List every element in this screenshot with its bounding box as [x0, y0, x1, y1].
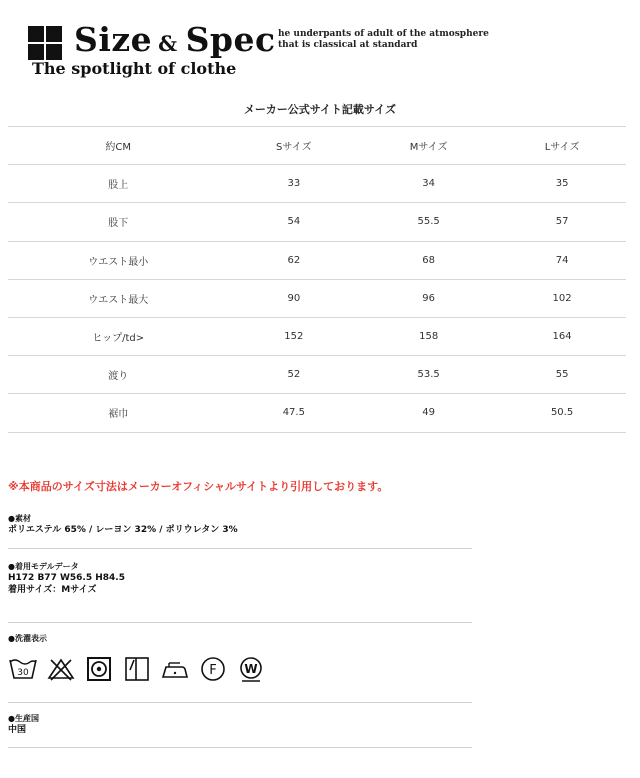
washing-heading: ●洗濯表示	[8, 634, 47, 643]
table-cell: 54	[228, 203, 359, 241]
table-cell: 35	[498, 165, 626, 203]
row-label: 裾巾	[8, 394, 228, 432]
iron-low-icon	[160, 656, 190, 682]
dry-clean-f-icon	[198, 656, 228, 682]
table-cell: 33	[228, 165, 359, 203]
table-row	[8, 394, 626, 432]
origin-heading: ●生産国	[8, 714, 39, 723]
table-cell: 74	[498, 241, 626, 279]
table-cell: 34	[359, 165, 498, 203]
divider	[8, 747, 472, 748]
table-cell: 57	[498, 203, 626, 241]
table-cell: 55.5	[359, 203, 498, 241]
table-row	[8, 356, 626, 394]
table-cell: 152	[228, 317, 359, 355]
table-cell: 158	[359, 317, 498, 355]
table-row	[8, 165, 626, 203]
table-cell: 68	[359, 241, 498, 279]
model-heading: ●着用モデルデータ	[8, 562, 79, 571]
row-label: 股下	[8, 203, 228, 241]
no-bleach-icon	[46, 656, 76, 682]
logo-squares-icon	[28, 26, 62, 60]
row-label: ウエスト最小	[8, 241, 228, 279]
washing-symbols	[8, 655, 266, 683]
row-label: 渡り	[8, 356, 228, 394]
column-header: Sサイズ	[228, 127, 359, 165]
column-header: 約CM	[8, 127, 228, 165]
table-cell: 52	[228, 356, 359, 394]
material-section	[8, 513, 472, 536]
material-heading: ●素材	[8, 514, 31, 523]
table-cell: 49	[359, 394, 498, 432]
column-header: Mサイズ	[359, 127, 498, 165]
table-cell: 50.5	[498, 394, 626, 432]
origin-section	[8, 713, 472, 736]
page-header	[28, 20, 628, 80]
model-section	[8, 561, 472, 596]
table-row	[8, 317, 626, 355]
table-cell: 164	[498, 317, 626, 355]
tagline-line-2: that is classical at standard	[278, 40, 418, 50]
table-caption: メーカー公式サイト記載サイズ	[243, 103, 397, 116]
table-cell: 55	[498, 356, 626, 394]
divider	[8, 548, 472, 549]
model-measurements: H172 B77 W56.5 H84.5	[8, 573, 125, 583]
dry-clean-letter: F	[209, 663, 217, 678]
table-cell: 90	[228, 279, 359, 317]
tagline-line-1: he underpants of adult of the atmosphere	[278, 29, 489, 39]
table-row	[8, 241, 626, 279]
sub-brand: The spotlight of clothe	[32, 59, 237, 78]
table-header-row	[8, 127, 626, 165]
size-notice: ※本商品のサイズ寸法はメーカーオフィシャルサイトより引用しております。	[8, 480, 389, 493]
table-cell: 96	[359, 279, 498, 317]
table-cell: 47.5	[228, 394, 359, 432]
row-label: 股上	[8, 165, 228, 203]
line-dry-icon	[122, 656, 152, 682]
brand-title: Size & Spec	[74, 20, 276, 59]
row-label: ウエスト最大	[8, 279, 228, 317]
washing-section	[8, 633, 472, 644]
wash-temp-label: 30	[17, 668, 29, 678]
table-row	[8, 279, 626, 317]
material-value: ポリエステル 65% / レーヨン 32% / ポリウレタン 3%	[8, 525, 238, 535]
table-cell: 102	[498, 279, 626, 317]
origin-value: 中国	[8, 725, 27, 735]
row-label: ヒップ/td>	[8, 317, 228, 355]
divider	[8, 622, 472, 623]
model-size: 着用サイズ：Mサイズ	[8, 585, 97, 595]
wet-clean-w-icon	[236, 656, 266, 682]
column-header: Lサイズ	[498, 127, 626, 165]
table-cell: 53.5	[359, 356, 498, 394]
divider	[8, 702, 472, 703]
size-table	[8, 126, 626, 433]
table-row	[8, 203, 626, 241]
wet-clean-letter: W	[244, 662, 258, 676]
wash-30-icon	[8, 656, 38, 682]
table-cell: 62	[228, 241, 359, 279]
tagline	[278, 29, 489, 51]
tumble-dry-icon	[84, 656, 114, 682]
